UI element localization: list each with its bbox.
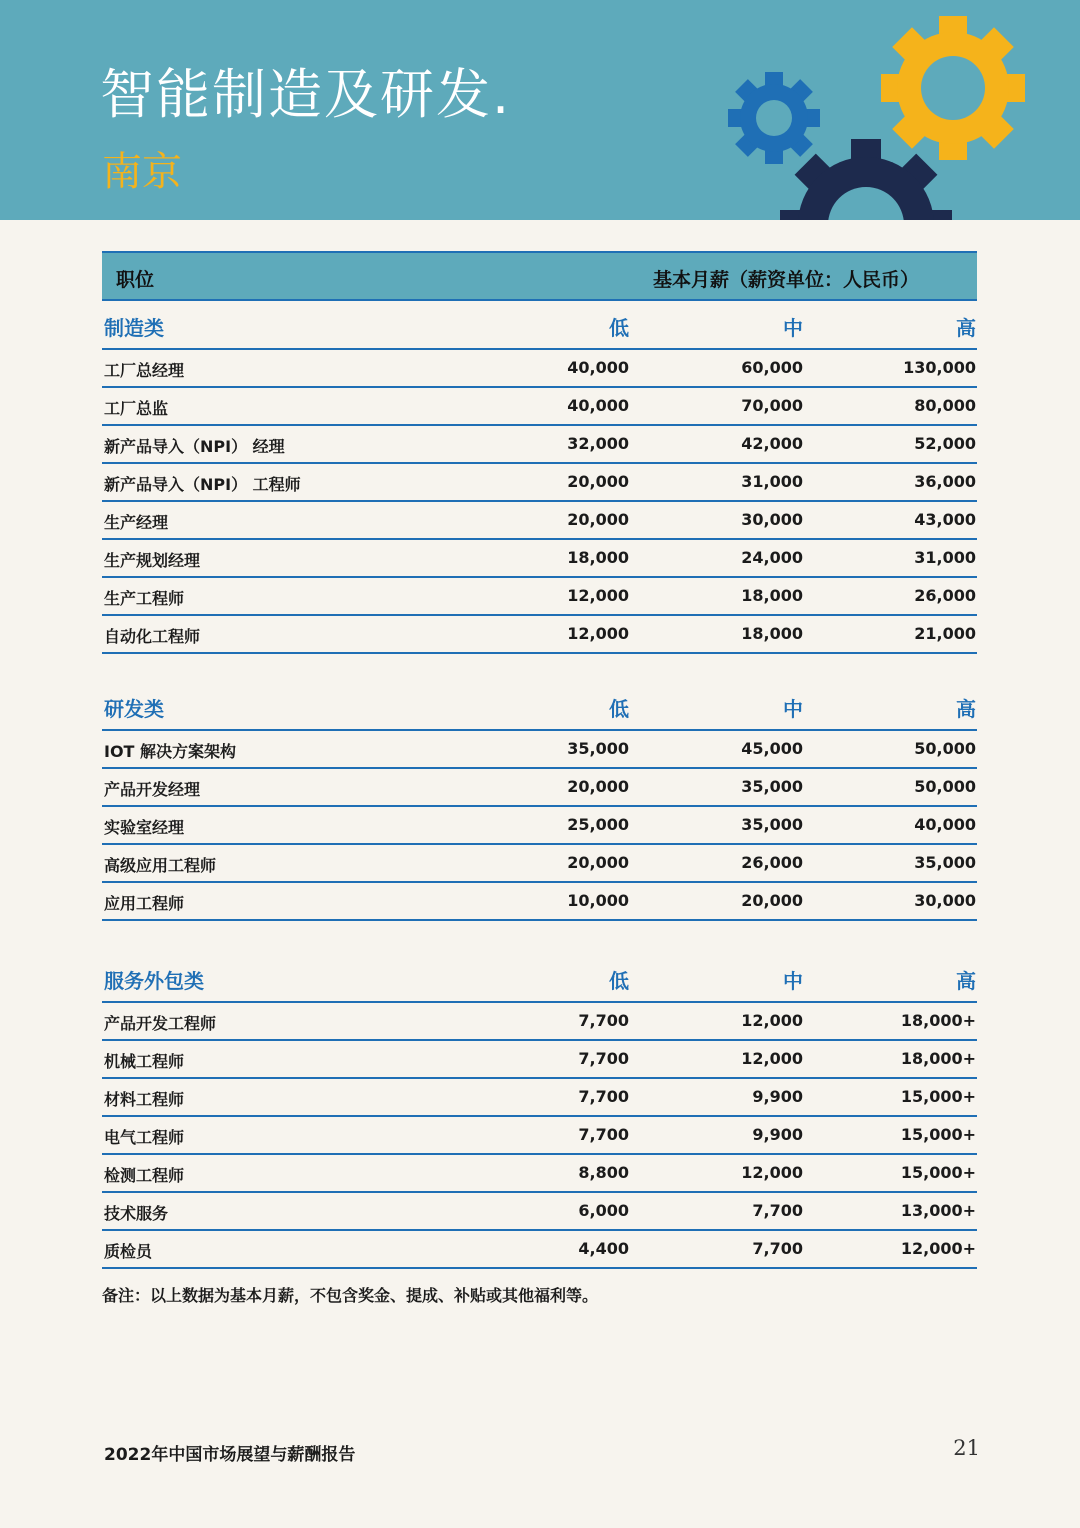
salary-mid: 31,000 <box>741 472 803 491</box>
salary-mid: 9,900 <box>752 1087 803 1106</box>
salary-high: 21,000 <box>914 624 976 643</box>
salary-high: 18,000+ <box>900 1011 976 1030</box>
table-row <box>102 1155 977 1193</box>
position-title: IOT 解决方案架构 <box>104 742 237 761</box>
position-title: 质检员 <box>104 1242 153 1261</box>
salary-high: 130,000 <box>903 358 976 377</box>
position-title: 实验室经理 <box>104 818 185 837</box>
position-title: 技术服务 <box>104 1204 169 1223</box>
gears-illustration <box>0 0 1080 220</box>
salary-low: 20,000 <box>567 472 629 491</box>
position-title: 新产品导入（NPI） 工程师 <box>104 475 301 494</box>
position-title: 机械工程师 <box>104 1052 185 1071</box>
salary-mid: 9,900 <box>752 1125 803 1144</box>
position-title: 新产品导入（NPI） 经理 <box>104 437 285 456</box>
salary-low: 40,000 <box>567 396 629 415</box>
position-title: 工厂总监 <box>104 399 169 418</box>
position-title: 检测工程师 <box>104 1166 185 1185</box>
position-title: 自动化工程师 <box>104 627 201 646</box>
column-header-position: 职位 <box>116 269 155 291</box>
salary-low: 25,000 <box>567 815 629 834</box>
salary-mid: 12,000 <box>741 1049 803 1068</box>
section-header <box>102 683 977 731</box>
position-title: 电气工程师 <box>104 1128 185 1147</box>
salary-high: 50,000 <box>914 739 976 758</box>
table-row <box>102 350 977 388</box>
salary-high: 13,000+ <box>900 1201 976 1220</box>
table-row <box>102 540 977 578</box>
city-subtitle: 南京 <box>102 149 182 195</box>
table-row <box>102 1003 977 1041</box>
table-row <box>102 731 977 769</box>
salary-mid: 70,000 <box>741 396 803 415</box>
salary-high: 15,000+ <box>900 1125 976 1144</box>
salary-low: 4,400 <box>578 1239 629 1258</box>
mid-label: 中 <box>783 697 803 721</box>
salary-high: 26,000 <box>914 586 976 605</box>
table-row <box>102 845 977 883</box>
salary-high: 40,000 <box>914 815 976 834</box>
section-header <box>102 302 977 350</box>
high-label: 高 <box>956 969 976 993</box>
salary-mid: 18,000 <box>741 624 803 643</box>
column-header-salary: 基本月薪（薪资单位：人民币） <box>652 269 919 291</box>
salary-high: 52,000 <box>914 434 976 453</box>
salary-low: 10,000 <box>567 891 629 910</box>
page-header <box>0 0 1080 220</box>
low-label: 低 <box>609 316 629 340</box>
table-row <box>102 1079 977 1117</box>
mid-label: 中 <box>783 316 803 340</box>
salary-mid: 45,000 <box>741 739 803 758</box>
salary-low: 7,700 <box>578 1125 629 1144</box>
salary-low: 20,000 <box>567 853 629 872</box>
table-row <box>102 807 977 845</box>
section-name: 研发类 <box>104 697 164 721</box>
salary-low: 20,000 <box>567 510 629 529</box>
salary-high: 50,000 <box>914 777 976 796</box>
position-title: 生产工程师 <box>104 589 185 608</box>
salary-low: 32,000 <box>567 434 629 453</box>
table-row <box>102 769 977 807</box>
salary-mid: 12,000 <box>741 1011 803 1030</box>
low-label: 低 <box>609 697 629 721</box>
page-title: 智能制造及研发. <box>100 63 512 126</box>
table-row <box>102 502 977 540</box>
position-title: 应用工程师 <box>104 894 185 913</box>
salary-high: 12,000+ <box>900 1239 976 1258</box>
salary-low: 20,000 <box>567 777 629 796</box>
table-row <box>102 1193 977 1231</box>
salary-high: 15,000+ <box>900 1163 976 1182</box>
salary-mid: 12,000 <box>741 1163 803 1182</box>
salary-high: 43,000 <box>914 510 976 529</box>
salary-low: 40,000 <box>567 358 629 377</box>
section-header <box>102 955 977 1003</box>
salary-mid: 42,000 <box>741 434 803 453</box>
table-row <box>102 426 977 464</box>
salary-low: 12,000 <box>567 624 629 643</box>
report-title: 2022年中国市场展望与薪酬报告 <box>104 1445 356 1465</box>
salary-mid: 7,700 <box>752 1239 803 1258</box>
table-row <box>102 616 977 654</box>
salary-high: 36,000 <box>914 472 976 491</box>
position-title: 产品开发工程师 <box>104 1014 217 1033</box>
salary-mid: 35,000 <box>741 777 803 796</box>
salary-high: 30,000 <box>914 891 976 910</box>
salary-low: 12,000 <box>567 586 629 605</box>
salary-mid: 24,000 <box>741 548 803 567</box>
salary-high: 35,000 <box>914 853 976 872</box>
position-title: 工厂总经理 <box>104 361 185 380</box>
table-row <box>102 883 977 921</box>
salary-mid: 30,000 <box>741 510 803 529</box>
salary-high: 18,000+ <box>900 1049 976 1068</box>
salary-mid: 20,000 <box>741 891 803 910</box>
salary-mid: 35,000 <box>741 815 803 834</box>
salary-mid: 60,000 <box>741 358 803 377</box>
table-row <box>102 1231 977 1269</box>
position-title: 材料工程师 <box>104 1090 185 1109</box>
salary-low: 7,700 <box>578 1087 629 1106</box>
table-row <box>102 1117 977 1155</box>
salary-low: 7,700 <box>578 1049 629 1068</box>
salary-low: 6,000 <box>578 1201 629 1220</box>
position-title: 高级应用工程师 <box>104 856 217 875</box>
mid-label: 中 <box>783 969 803 993</box>
position-title: 产品开发经理 <box>104 780 201 799</box>
salary-low: 35,000 <box>567 739 629 758</box>
salary-low: 18,000 <box>567 548 629 567</box>
table-row <box>102 388 977 426</box>
salary-mid: 7,700 <box>752 1201 803 1220</box>
table-row <box>102 578 977 616</box>
salary-high: 31,000 <box>914 548 976 567</box>
salary-mid: 18,000 <box>741 586 803 605</box>
high-label: 高 <box>956 697 976 721</box>
salary-mid: 26,000 <box>741 853 803 872</box>
footnote: 备注：以上数据为基本月薪，不包含奖金、提成、补贴或其他福利等。 <box>102 1286 599 1305</box>
salary-low: 8,800 <box>578 1163 629 1182</box>
position-title: 生产经理 <box>104 513 169 532</box>
low-label: 低 <box>609 969 629 993</box>
table-row <box>102 1041 977 1079</box>
salary-high: 15,000+ <box>900 1087 976 1106</box>
salary-low: 7,700 <box>578 1011 629 1030</box>
high-label: 高 <box>956 316 976 340</box>
table-row <box>102 464 977 502</box>
page-number: 21 <box>953 1436 980 1460</box>
gear-icon-gold <box>881 16 1025 160</box>
section-name: 制造类 <box>104 316 164 340</box>
table-header <box>102 251 977 301</box>
section-name: 服务外包类 <box>104 969 204 993</box>
gear-icon-blue <box>728 72 820 164</box>
salary-high: 80,000 <box>914 396 976 415</box>
position-title: 生产规划经理 <box>104 551 201 570</box>
